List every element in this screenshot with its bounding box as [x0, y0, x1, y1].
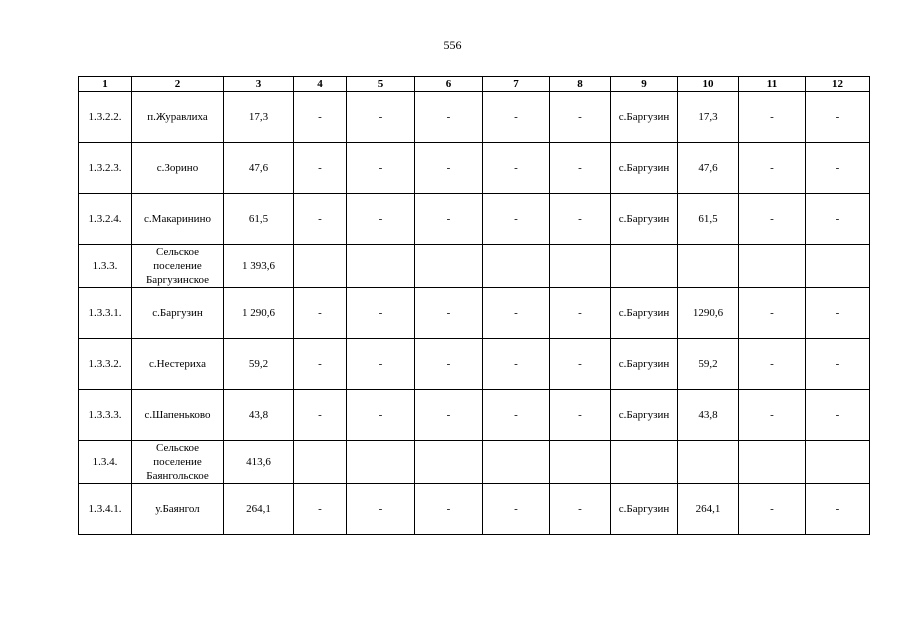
table-cell: 17,3 [678, 92, 739, 143]
table-cell: - [483, 194, 550, 245]
table-cell: - [415, 288, 483, 339]
table-cell: - [483, 143, 550, 194]
table-cell: 47,6 [224, 143, 294, 194]
table-cell [806, 441, 870, 484]
table-cell: - [347, 143, 415, 194]
table-cell: - [739, 390, 806, 441]
column-header: 8 [550, 77, 611, 92]
column-header: 11 [739, 77, 806, 92]
table-cell: - [739, 484, 806, 535]
table-cell: - [550, 339, 611, 390]
table-cell: - [294, 194, 347, 245]
table-cell: с.Баргузин [611, 288, 678, 339]
table-cell [347, 441, 415, 484]
table-cell: - [294, 339, 347, 390]
table-cell [739, 441, 806, 484]
column-header: 7 [483, 77, 550, 92]
table-body [79, 92, 870, 535]
table-cell: 264,1 [224, 484, 294, 535]
table-row-group [79, 441, 870, 484]
table-cell: - [294, 390, 347, 441]
table-cell: с.Баргузин [611, 484, 678, 535]
table-cell: у.Баянгол [132, 484, 224, 535]
table-cell [611, 441, 678, 484]
table-cell: - [415, 484, 483, 535]
table-cell: - [483, 92, 550, 143]
table-cell: 1 290,6 [224, 288, 294, 339]
column-header: 2 [132, 77, 224, 92]
table-row [79, 339, 870, 390]
table-cell: с.Макаринино [132, 194, 224, 245]
table-cell [611, 245, 678, 288]
table-cell: - [550, 194, 611, 245]
table-cell: - [347, 339, 415, 390]
table-cell: - [483, 339, 550, 390]
table-cell: - [550, 143, 611, 194]
table-cell: с.Шапеньково [132, 390, 224, 441]
header-row [79, 77, 870, 92]
table-cell: - [415, 143, 483, 194]
table-cell: - [806, 484, 870, 535]
column-header: 1 [79, 77, 132, 92]
table-cell: - [294, 484, 347, 535]
table-cell: - [739, 92, 806, 143]
table-cell: с.Баргузин [611, 194, 678, 245]
table-row [79, 484, 870, 535]
table-row [79, 390, 870, 441]
column-header: 6 [415, 77, 483, 92]
table-cell: - [415, 92, 483, 143]
table-row [79, 143, 870, 194]
table-cell: - [739, 194, 806, 245]
table-cell: с.Нестериха [132, 339, 224, 390]
table-cell: 1.3.3.1. [79, 288, 132, 339]
table-cell: 59,2 [678, 339, 739, 390]
table-cell [678, 245, 739, 288]
table-cell: с.Баргузин [611, 390, 678, 441]
table-row [79, 92, 870, 143]
column-header: 10 [678, 77, 739, 92]
table-cell [294, 441, 347, 484]
table-cell: - [347, 390, 415, 441]
table-row [79, 194, 870, 245]
table-row-group [79, 245, 870, 288]
table-cell: 264,1 [678, 484, 739, 535]
table-cell [483, 245, 550, 288]
table-cell [806, 245, 870, 288]
table-cell [739, 245, 806, 288]
table-cell: с.Зорино [132, 143, 224, 194]
table-cell: Сельское поселение Баянгольское [132, 441, 224, 484]
column-header: 4 [294, 77, 347, 92]
table-cell: - [806, 339, 870, 390]
table-cell [550, 245, 611, 288]
table-cell: - [806, 92, 870, 143]
table-cell: - [483, 390, 550, 441]
table-cell: 1 393,6 [224, 245, 294, 288]
table-cell: 61,5 [224, 194, 294, 245]
table-cell: - [550, 92, 611, 143]
table-cell: 1.3.2.4. [79, 194, 132, 245]
table-cell: - [347, 288, 415, 339]
column-header: 5 [347, 77, 415, 92]
table-cell: Сельское поселение Баргузинское [132, 245, 224, 288]
table-cell: 43,8 [678, 390, 739, 441]
table-cell: 1.3.3. [79, 245, 132, 288]
table-cell: - [294, 288, 347, 339]
table-cell [294, 245, 347, 288]
table-cell: - [347, 484, 415, 535]
table-cell: - [739, 143, 806, 194]
table-cell: - [739, 339, 806, 390]
table-cell [678, 441, 739, 484]
table-cell: - [347, 92, 415, 143]
column-header: 9 [611, 77, 678, 92]
table-cell: - [483, 484, 550, 535]
table-cell: 1.3.3.2. [79, 339, 132, 390]
table-cell: 61,5 [678, 194, 739, 245]
table-cell: - [806, 288, 870, 339]
table-cell: 413,6 [224, 441, 294, 484]
table-cell: - [415, 339, 483, 390]
table-cell [415, 441, 483, 484]
table-cell: - [415, 194, 483, 245]
table-cell: - [483, 288, 550, 339]
data-table [78, 76, 870, 535]
table-cell: - [806, 143, 870, 194]
table-cell: с.Баргузин [132, 288, 224, 339]
table-cell: 47,6 [678, 143, 739, 194]
table-cell: с.Баргузин [611, 92, 678, 143]
table-cell: - [550, 484, 611, 535]
table-cell: п.Журавлиха [132, 92, 224, 143]
page-number: 556 [443, 38, 462, 52]
table-cell [347, 245, 415, 288]
table-cell [415, 245, 483, 288]
table-cell [483, 441, 550, 484]
table-cell [550, 441, 611, 484]
table-cell: - [806, 194, 870, 245]
table-cell: 1.3.3.3. [79, 390, 132, 441]
table-cell: 43,8 [224, 390, 294, 441]
table-cell: 1.3.2.3. [79, 143, 132, 194]
column-header: 12 [806, 77, 870, 92]
table-cell: 1.3.2.2. [79, 92, 132, 143]
table-cell: - [806, 390, 870, 441]
table-cell: 1.3.4.1. [79, 484, 132, 535]
table-cell: 1.3.4. [79, 441, 132, 484]
table-cell: - [550, 390, 611, 441]
table-cell: - [550, 288, 611, 339]
table-cell: - [294, 92, 347, 143]
table-cell: 59,2 [224, 339, 294, 390]
table-cell: - [347, 194, 415, 245]
table-cell: с.Баргузин [611, 143, 678, 194]
table-cell: - [294, 143, 347, 194]
table-row [79, 288, 870, 339]
table-cell: с.Баргузин [611, 339, 678, 390]
table-cell: 17,3 [224, 92, 294, 143]
table-cell: - [739, 288, 806, 339]
table-cell: 1290,6 [678, 288, 739, 339]
table-cell: - [415, 390, 483, 441]
column-header: 3 [224, 77, 294, 92]
